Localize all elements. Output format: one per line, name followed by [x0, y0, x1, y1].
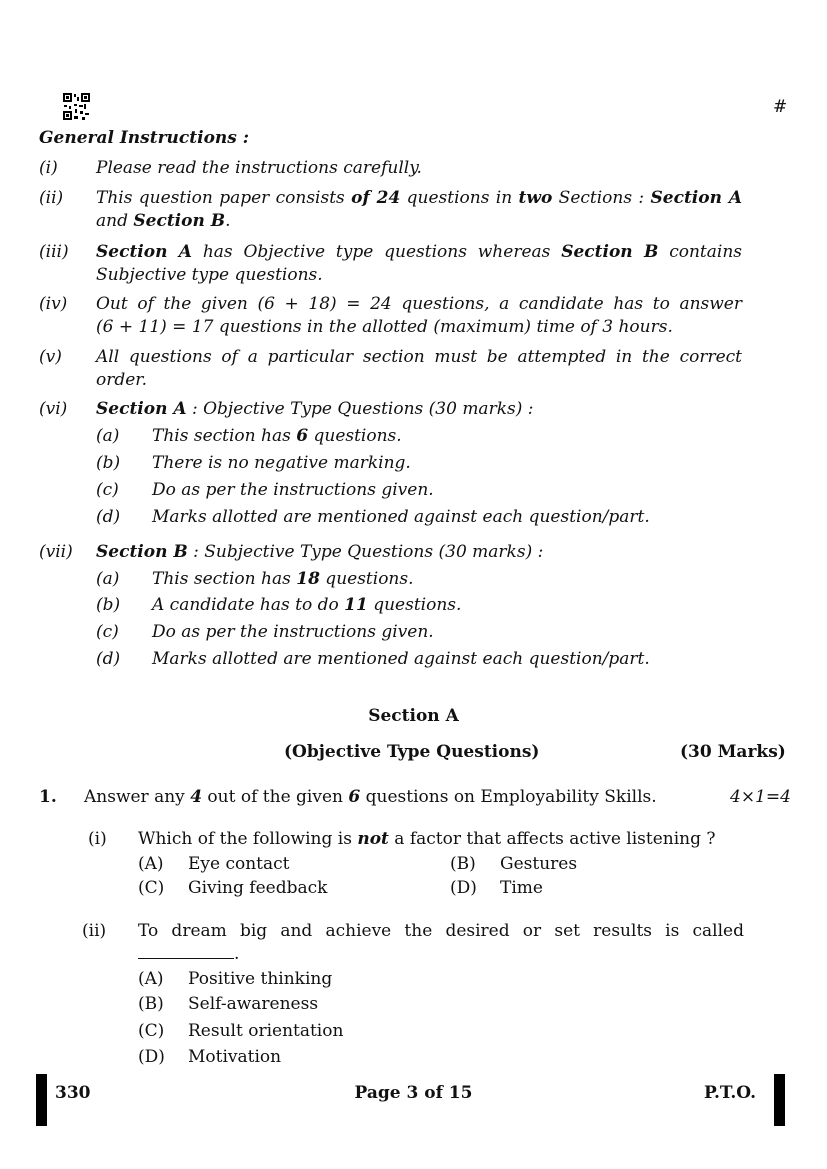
option-label: (B) — [450, 854, 476, 874]
option-label: (C) — [138, 1021, 165, 1041]
option-text: Giving feedback — [188, 878, 328, 898]
instruction-text: and Section B. — [96, 211, 231, 231]
sub-text: Do as per the instructions given. — [152, 622, 434, 642]
sub-text: This section has 18 questions. — [152, 569, 414, 589]
option-label: (C) — [138, 878, 165, 898]
question-number: 1. — [39, 787, 57, 807]
page-hash-mark: # — [773, 97, 788, 117]
instruction-text: All questions of a particular section must be attempted in the correct — [96, 347, 742, 367]
instruction-number: (ii) — [39, 188, 64, 208]
instructions-title: General Instructions : — [39, 128, 250, 148]
option-text: Gestures — [500, 854, 578, 874]
paper-code: 330 — [55, 1083, 91, 1103]
pto-label: P.T.O. — [704, 1083, 756, 1103]
sub-number: (c) — [96, 622, 119, 642]
instruction-number: (vi) — [39, 399, 68, 419]
sub-number: (b) — [96, 453, 121, 473]
instruction-text: Out of the given (6 + 18) = 24 questions, a candidate has to answer — [96, 294, 742, 314]
sub-text: There is no negative marking. — [152, 453, 411, 473]
instruction-number: (vii) — [39, 542, 73, 562]
sub-number: (a) — [96, 569, 120, 589]
instruction-number: (v) — [39, 347, 62, 367]
answer-blank: . — [138, 943, 239, 966]
option-label: (A) — [138, 854, 164, 874]
instruction-number: (iv) — [39, 294, 68, 314]
sub-number: (a) — [96, 426, 120, 446]
option-label: (D) — [450, 878, 477, 898]
option-label: (D) — [138, 1047, 165, 1067]
section-b-instruction-heading: Section B : Subjective Type Questions (30 marks) : — [96, 542, 544, 562]
sub-text: A candidate has to do 11 questions. — [152, 595, 462, 615]
section-a-title: Section A — [368, 706, 459, 726]
option-label: (A) — [138, 969, 164, 989]
instruction-text: Section A has Objective type questions whereas Section B contains — [96, 242, 742, 262]
sub-number: (d) — [96, 649, 121, 669]
section-a-instruction-heading: Section A : Objective Type Questions (30 marks) : — [96, 399, 534, 419]
sub-question-text: Which of the following is not a factor that affects active listening ? — [138, 829, 716, 849]
section-a-marks: (30 Marks) — [680, 742, 786, 762]
instruction-text: (6 + 11) = 17 questions in the allotted (maximum) time of 3 hours. — [96, 317, 673, 337]
instruction-number: (iii) — [39, 242, 69, 262]
option-text: Positive thinking — [188, 969, 333, 989]
sub-number: (d) — [96, 507, 121, 527]
question-marks: 4×1=4 — [730, 787, 791, 807]
option-label: (B) — [138, 994, 164, 1014]
sub-question-text: To dream big and achieve the desired or set results is called — [138, 921, 744, 941]
instruction-text: order. — [96, 370, 147, 390]
sub-question-number: (i) — [88, 829, 107, 849]
sub-question-number: (ii) — [82, 921, 107, 941]
question-text: Answer any 4 out of the given 6 questions on Employability Skills. — [84, 787, 657, 807]
sub-number: (c) — [96, 480, 119, 500]
sub-text: Marks allotted are mentioned against each question/part. — [152, 649, 650, 669]
option-text: Motivation — [188, 1047, 282, 1067]
option-text: Result orientation — [188, 1021, 344, 1041]
option-text: Time — [500, 878, 543, 898]
sub-text: This section has 6 questions. — [152, 426, 402, 446]
instruction-text: Please read the instructions carefully. — [96, 158, 422, 178]
sub-text: Marks allotted are mentioned against each question/part. — [152, 507, 650, 527]
sub-number: (b) — [96, 595, 121, 615]
instruction-text: Subjective type questions. — [96, 265, 323, 285]
instruction-number: (i) — [39, 158, 58, 178]
option-text: Self-awareness — [188, 994, 319, 1014]
option-text: Eye contact — [188, 854, 290, 874]
instruction-text: This question paper consists of 24 questions in two Sections : Section A — [96, 188, 743, 208]
qr-code-icon — [62, 92, 91, 121]
page-number: Page 3 of 15 — [354, 1083, 473, 1103]
sub-text: Do as per the instructions given. — [152, 480, 434, 500]
section-a-subtitle: (Objective Type Questions) — [284, 742, 540, 762]
